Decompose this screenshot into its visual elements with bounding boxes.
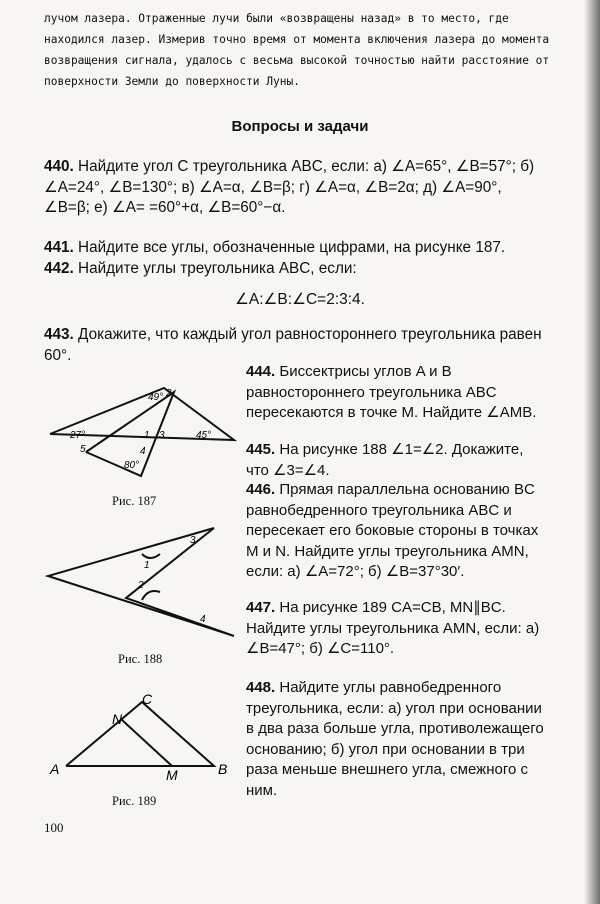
problem-number: 446. <box>246 481 276 498</box>
problem-text: Найдите угол C треугольника ABC, если: а) ∠A=65°, ∠B=57°; б) ∠A=24°, ∠B=130°; в) ∠A=α, ∠B=β; г) ∠A=α, ∠B=2α; д) ∠A=90°, ∠B=β; е) ∠A= =60°+α, ∠B=60°−α. <box>44 158 535 216</box>
problem-text: Докажите, что каждый угол равностороннего треугольника равен 60°. <box>44 326 542 364</box>
page-edge-shadow <box>584 0 600 904</box>
ratio-formula: ∠A:∠B:∠C=2:3:4. <box>234 291 365 308</box>
intro-paragraph: лучом лазера. Отраженные лучи были «возвращены назад» в то место, где находился лазер. Измерив точно время от момента включения лазера до момента возвращения сигнала, удалось с весьма высокой точностью найти расстояние от поверхности Земли до поверхности Луны. <box>44 12 550 88</box>
fig189-label: N <box>112 711 123 727</box>
fig187-label: 45° <box>196 430 212 441</box>
page-number: 100 <box>44 820 64 835</box>
problem-446 <box>246 480 546 583</box>
problem-text: Биссектрисы углов A и B равностороннего треугольника ABC пересекаются в точке M. Найдите ∠AMB. <box>246 363 537 421</box>
problem-number: 444. <box>246 363 276 380</box>
problem-text: Найдите все углы, обозначенные цифрами, на рисунке 187. <box>78 239 506 256</box>
problem-number: 445. <box>246 441 276 458</box>
fig188-label: 4 <box>200 614 206 625</box>
fig189-line <box>66 702 214 766</box>
problem-number: 442. <box>44 260 74 277</box>
fig187-label: 5 <box>80 444 86 455</box>
problem-number: 440. <box>44 158 74 175</box>
problem-444 <box>246 362 546 424</box>
figure-187-caption: Рис. 187 <box>112 494 157 508</box>
figure-188 <box>44 528 244 640</box>
problem-447 <box>246 598 546 660</box>
fig188-angle-arc <box>142 554 160 558</box>
fig189-label: A <box>50 761 60 777</box>
fig187-label: 1 <box>144 430 150 441</box>
problem-440 <box>44 157 544 219</box>
problem-text: На рисунке 189 CA=CB, MN∥BC. Найдите углы треугольника AMN, если: а) ∠B=47°; б) ∠C=110°. <box>246 599 540 657</box>
problem-number: 447. <box>246 599 276 616</box>
problem-number: 441. <box>44 239 74 256</box>
problem-445 <box>246 440 546 481</box>
fig187-label: 2 <box>166 388 172 399</box>
problem-text: На рисунке 188 ∠1=∠2. Докажите, что ∠3=∠4. <box>246 441 524 479</box>
problem-442 <box>44 259 544 280</box>
fig187-label: 49° <box>148 392 164 403</box>
problem-text: Прямая параллельна основанию BC равнобедренного треугольника ABC и пересекает его боковые стороны в точках M и N. Найдите углы треугольника AMN, если: а) ∠A=72°; б) ∠B=37°30′. <box>246 481 539 580</box>
fig188-label: 2 <box>138 580 144 591</box>
fig188-label: 1 <box>144 560 150 571</box>
problem-441 <box>44 238 544 259</box>
figure-188-caption: Рис. 188 <box>118 652 163 666</box>
fig189-label: M <box>166 767 178 783</box>
problem-number: 443. <box>44 326 74 343</box>
fig189-label: C <box>142 691 153 707</box>
fig187-label: 80° <box>124 460 140 471</box>
problem-448 <box>246 678 546 801</box>
problem-number: 448. <box>246 679 276 696</box>
fig187-label: 4 <box>140 446 146 457</box>
figure-189-caption: Рис. 189 <box>112 794 157 808</box>
fig188-label: 3 <box>190 535 196 546</box>
problem-text: Найдите углы треугольника ABC, если: <box>78 260 357 277</box>
fig187-label: 27° <box>70 430 86 441</box>
fig188-angle-arc <box>142 591 160 600</box>
figure-187 <box>44 372 244 482</box>
fig187-label: 3 <box>159 430 165 441</box>
problem-text: Найдите углы равнобедренного треугольника, если: а) угол при основании в два раза больше угла, противолежащего основанию; б) угол при основании в три раза меньше внешнего угла, смежного с ним. <box>246 679 544 799</box>
fig189-label: B <box>218 761 228 777</box>
problem-443 <box>44 325 544 366</box>
fig189-line <box>122 720 172 766</box>
figure-189 <box>44 690 244 783</box>
section-title: Вопросы и задачи <box>231 118 369 135</box>
